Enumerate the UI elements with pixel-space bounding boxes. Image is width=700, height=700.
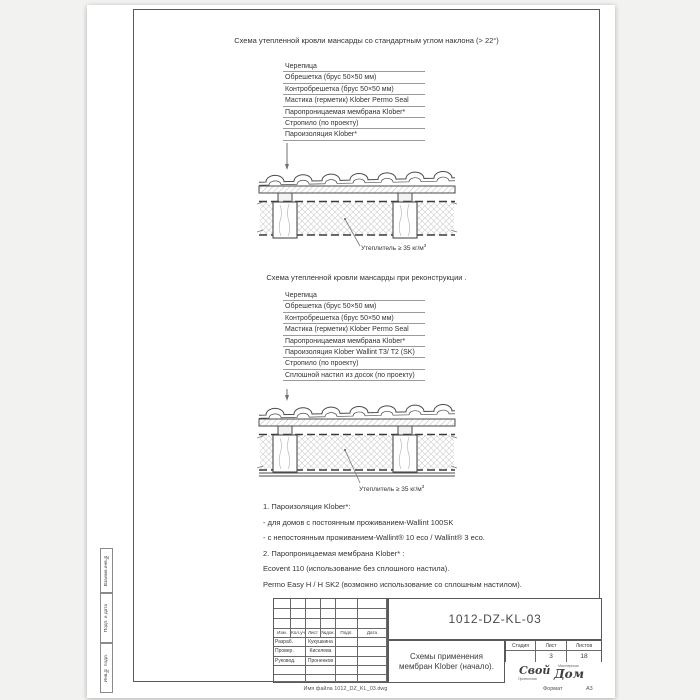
counter-batten	[398, 426, 412, 435]
roof-tiles	[259, 404, 455, 418]
document-title	[388, 640, 505, 683]
counter-batten	[278, 193, 292, 202]
tb-cell	[274, 675, 306, 682]
insulation-label-1	[361, 243, 426, 252]
tb-cell	[358, 666, 387, 675]
batten-band	[259, 419, 455, 426]
layer-row: Черепица	[283, 290, 425, 301]
tb-cell	[291, 619, 306, 629]
roof-tiles	[259, 171, 455, 185]
side-stamp-cell	[100, 643, 113, 693]
scheme2-title: Схема утепленной кровли мансарды при реконструкции .	[266, 273, 467, 282]
layer-row: Мастика (герметик) Klober Permo Seal	[283, 324, 425, 335]
tb-cell	[358, 638, 387, 647]
tb-cell	[274, 666, 306, 675]
title-block-revision-grid	[273, 598, 388, 683]
rafter	[393, 435, 417, 472]
insulation-label-text: Утеплитель ≥ 35 кг/м	[359, 486, 422, 494]
tb-role: Провер.	[274, 647, 306, 657]
rafter	[273, 435, 297, 472]
tb-cell	[306, 675, 336, 682]
note-line: 1. Пароизоляция Klober*:	[263, 502, 351, 511]
counter-batten	[398, 193, 412, 202]
leader-arrow-down-icon	[285, 143, 289, 170]
logo-small-masterskaya: Мастерская	[558, 664, 579, 668]
format-label: Формат	[543, 686, 563, 692]
tb-cell	[306, 666, 336, 675]
tb-cell	[336, 638, 358, 647]
stage-header-row	[506, 641, 601, 651]
stage-header: Стадия	[506, 641, 536, 651]
tb-cell	[358, 619, 387, 629]
tb-col-header: Кол.уч	[291, 629, 306, 638]
insulation-label-text: Утеплитель ≥ 35 кг/м	[361, 245, 424, 253]
layer-row: Черепица	[283, 61, 425, 72]
insulation-label-sup: 3	[421, 484, 425, 489]
layer-row: Сплошной настил из досок (по проекту)	[283, 370, 425, 381]
document-title-line1: Схемы применения	[410, 651, 483, 661]
file-name-label: Имя файла 1012_DZ_KL_03.dwg	[303, 686, 388, 692]
tb-col-header: Изм.	[274, 629, 291, 638]
side-stamp-label: Взаимн.инв.№	[104, 554, 109, 587]
tb-cell	[306, 619, 321, 629]
sheets-value: 18	[567, 651, 601, 663]
scheme2-layer-list	[283, 290, 425, 381]
leader-arrow-down-icon	[285, 389, 289, 401]
side-stamp-label: Подп. и дата	[104, 603, 109, 633]
tb-cell	[336, 666, 358, 675]
document-title-line2: мембран Klober (начало).	[399, 661, 494, 671]
tb-cell	[291, 609, 306, 619]
document-number: 1012-DZ-KL-03	[388, 598, 602, 640]
side-stamp-label: Инв.№ подл.	[104, 653, 109, 683]
insulation-label-sup: 3	[423, 243, 427, 248]
tb-cell	[336, 609, 358, 619]
scheme1-title: Схема утепленной кровли мансарды со стандартным углом наклона (> 22°)	[234, 36, 499, 45]
tb-col-header: Дата	[358, 629, 387, 638]
note-line: 2. Паропроницаемая мембрана Klober* :	[263, 548, 405, 558]
insulation-label-2	[359, 484, 424, 493]
tb-cell	[358, 599, 387, 609]
layer-row: Контробрешетка (брус 50×50 мм)	[283, 84, 425, 95]
sheet-header: Лист	[536, 641, 567, 651]
logo-small-proektnaya: Проектная	[518, 677, 537, 681]
counter-batten	[278, 426, 292, 435]
tb-cell	[274, 619, 291, 629]
tb-cell	[336, 675, 358, 682]
layer-row: Мастика (герметик) Klober Permo Seal	[283, 95, 425, 106]
note-line: - с непостоянным проживанием-Wallint® 10 eco / Wallint® 3 eco.	[263, 533, 485, 542]
tb-cell	[336, 657, 358, 666]
note-line: - для домов с постоянным проживанием-Wallint 100SK	[263, 517, 454, 527]
tb-role: Руковод.	[274, 657, 306, 666]
tb-role: Разраб.	[274, 638, 306, 647]
tb-col-header: Подп.	[336, 629, 358, 638]
notes-block	[263, 503, 593, 596]
tb-cell	[306, 599, 321, 609]
note-line: Permo Easy H / H SK2 (возможно использование со сплошным настилом).	[263, 579, 522, 589]
sheets-header: Листов	[567, 641, 601, 651]
layer-row: Контробрешетка (брус 50×50 мм)	[283, 313, 425, 324]
tb-cell	[358, 609, 387, 619]
tb-cell	[321, 599, 336, 609]
tb-cell	[321, 609, 336, 619]
tb-cell	[336, 619, 358, 629]
tb-cell	[274, 609, 291, 619]
logo-word-dom: Дом	[554, 667, 585, 681]
rafter	[393, 202, 417, 238]
tb-person: Проненков	[306, 657, 336, 666]
drawing-sheet	[87, 5, 615, 698]
tb-cell	[321, 619, 336, 629]
layer-row: Паропроницаемая мембрана Klober*	[283, 107, 425, 118]
side-stamp-cell	[100, 593, 113, 643]
stage-sheet-table	[505, 640, 602, 664]
layer-row: Пароизоляция Klober Wallint T3/ T2 (SK)	[283, 347, 425, 358]
tb-cell	[336, 599, 358, 609]
sheet-value: 3	[536, 651, 567, 663]
layer-row: Стропило (по проекту)	[283, 118, 425, 129]
tb-cell	[291, 599, 306, 609]
company-logo	[505, 662, 602, 683]
logo-word-svoy: Свой	[519, 664, 551, 677]
layer-row: Обрешетка (брус 50×50 мм)	[283, 72, 425, 83]
tb-cell	[306, 609, 321, 619]
tb-col-header: №док.	[321, 629, 336, 638]
batten-band	[259, 186, 455, 193]
format-value: А3	[586, 686, 593, 692]
layer-row: Пароизоляция Klober*	[283, 129, 425, 140]
tb-cell	[358, 675, 387, 682]
layer-row: Стропило (по проекту)	[283, 358, 425, 369]
layer-row: Паропроницаемая мембрана Klober*	[283, 336, 425, 347]
tb-person: Кукушкина	[306, 638, 336, 647]
tb-cell	[358, 647, 387, 657]
side-stamp-cell	[100, 548, 113, 593]
tb-cell	[358, 657, 387, 666]
tb-cell	[336, 647, 358, 657]
tb-cell	[274, 599, 291, 609]
scheme1-layer-list	[283, 61, 425, 141]
tb-person: Киселева	[306, 647, 336, 657]
rafter	[273, 202, 297, 238]
note-line: Ecovent 110 (использование без сплошного настила).	[263, 564, 450, 573]
layer-row: Обрешетка (брус 50×50 мм)	[283, 301, 425, 312]
tb-col-header: Лист	[306, 629, 321, 638]
